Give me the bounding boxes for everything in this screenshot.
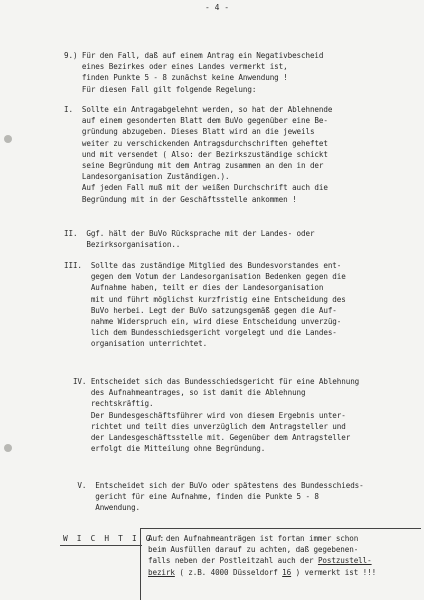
wichtig-line-2: beim Ausfüllen darauf zu achten, daß gegebenen- [148, 545, 359, 555]
district-number-underlined: 16 [282, 567, 292, 577]
text-line: lich dem Bundesschiedsgericht vorgelegt und die Landes- [64, 328, 337, 338]
wichtig-line-3 [148, 556, 372, 565]
text-line: der Landesgeschäftsstelle mit. Gegenüber dem Antragsteller [64, 433, 351, 443]
punch-hole [4, 444, 12, 452]
text-line: finden Punkte 5 - 8 zunächst keine Anwendung ! [64, 73, 288, 83]
text-line: Begründung mit in der Geschäftsstelle ankommen ! [64, 194, 297, 204]
text-line: 9.) Für den Fall, daß auf einem Antrag ein Negativbescheid [64, 51, 324, 60]
text-line: II. Ggf. hält der BuVo Rücksprache mit der Landes- oder [64, 229, 315, 238]
punch-hole [4, 135, 12, 143]
text-line: Landesorganisation Zuständigen.). [64, 172, 230, 182]
wichtig-text [148, 533, 376, 578]
text-line: mit und führt möglichst kurzfristig eine Entscheidung des [64, 294, 346, 304]
wichtig-line-4-end: ) vermerkt ist !!! [291, 567, 377, 577]
text-line: III. Sollte das zuständige Mitglied des Bundesvorstandes ent- [64, 261, 342, 270]
wichtig-label: W I C H T I G : [63, 534, 167, 543]
text-line: auf einem gesonderten Blatt dem BuVo gegenüber eine Be- [64, 116, 328, 126]
section-v [64, 480, 364, 514]
text-line: Auf jeden Fall muß mit der weißen Durchschrift auch die [64, 183, 328, 193]
text-line: Aufnahme haben, teilt er dies der Landesorganisation [64, 283, 324, 293]
text-line: eines Bezirkes oder eines Landes vermerkt ist, [64, 62, 288, 72]
text-line: organisation unterrichtet. [64, 339, 208, 349]
postzustell-underlined: Postzustell- [317, 556, 372, 566]
text-line: Für diesen Fall gilt folgende Regelung: [64, 84, 257, 94]
text-line: gründung abzugeben. Dieses Blatt wird an die jeweils [64, 127, 315, 137]
text-line: Bezirksorganisation.. [64, 240, 181, 250]
section-i [64, 104, 332, 205]
section-iv [64, 376, 359, 454]
wichtig-line-3-text: falls neben der Postleitzahl auch der [148, 556, 318, 566]
page-number: - 4 - [205, 3, 230, 12]
text-line: nahme Widerspruch ein, wird diese Entscheidung unverzüg- [64, 317, 342, 327]
wichtig-line-1: Auf den Aufnahmeanträgen ist fortan immer schon [148, 534, 359, 543]
text-line: des Aufnahmeantrages, so ist damit die Ablehnung [64, 388, 306, 398]
text-line: Anwendung. [64, 503, 141, 513]
section-ii [64, 228, 314, 250]
text-line: V. Entscheidet sich der BuVo oder spätestens des Bundesschieds- [64, 481, 364, 490]
text-line: Der Bundesgeschäftsführer wird von diesem Ergebnis unter- [64, 410, 346, 420]
text-line: BuVo herbei. Legt der BuVo satzungsgemäß gegen die Auf- [64, 305, 337, 315]
text-line: richtet und teilt dies unverzüglich dem Antragsteller und [64, 421, 346, 431]
text-line: I. Sollte ein Antragabgelehnt werden, so hat der Ablehnende [64, 105, 333, 114]
wichtig-line-4 [148, 568, 376, 577]
text-line: seine Begründung mit dem Antrag zusammen an den in der [64, 161, 324, 171]
text-line: erfolgt die Mitteilung ohne Begründung. [64, 444, 266, 454]
wichtig-underline [60, 545, 142, 546]
text-line: IV. Entscheidet sich das Bundesschiedsgericht für eine Ablehnung [64, 377, 360, 386]
text-line: und mit versendet ( Also: der Bezirkszuständige schickt [64, 149, 328, 159]
section-iii [64, 260, 346, 350]
text-line: gegen dem Votum der Landesorganisation Bedenken gegen die [64, 272, 346, 282]
wichtig-line-4-text: ( z.B. 4000 Düsseldorf [174, 567, 283, 577]
section-9 [64, 50, 323, 95]
bezirk-underlined: bezirk [148, 567, 175, 577]
text-line: gericht für eine Aufnahme, finden die Punkte 5 - 8 [64, 492, 319, 502]
text-line: rechtskräftig. [64, 399, 154, 409]
text-line: weiter zu verschickenden Antragsdurchschriften geheftet [64, 138, 328, 148]
